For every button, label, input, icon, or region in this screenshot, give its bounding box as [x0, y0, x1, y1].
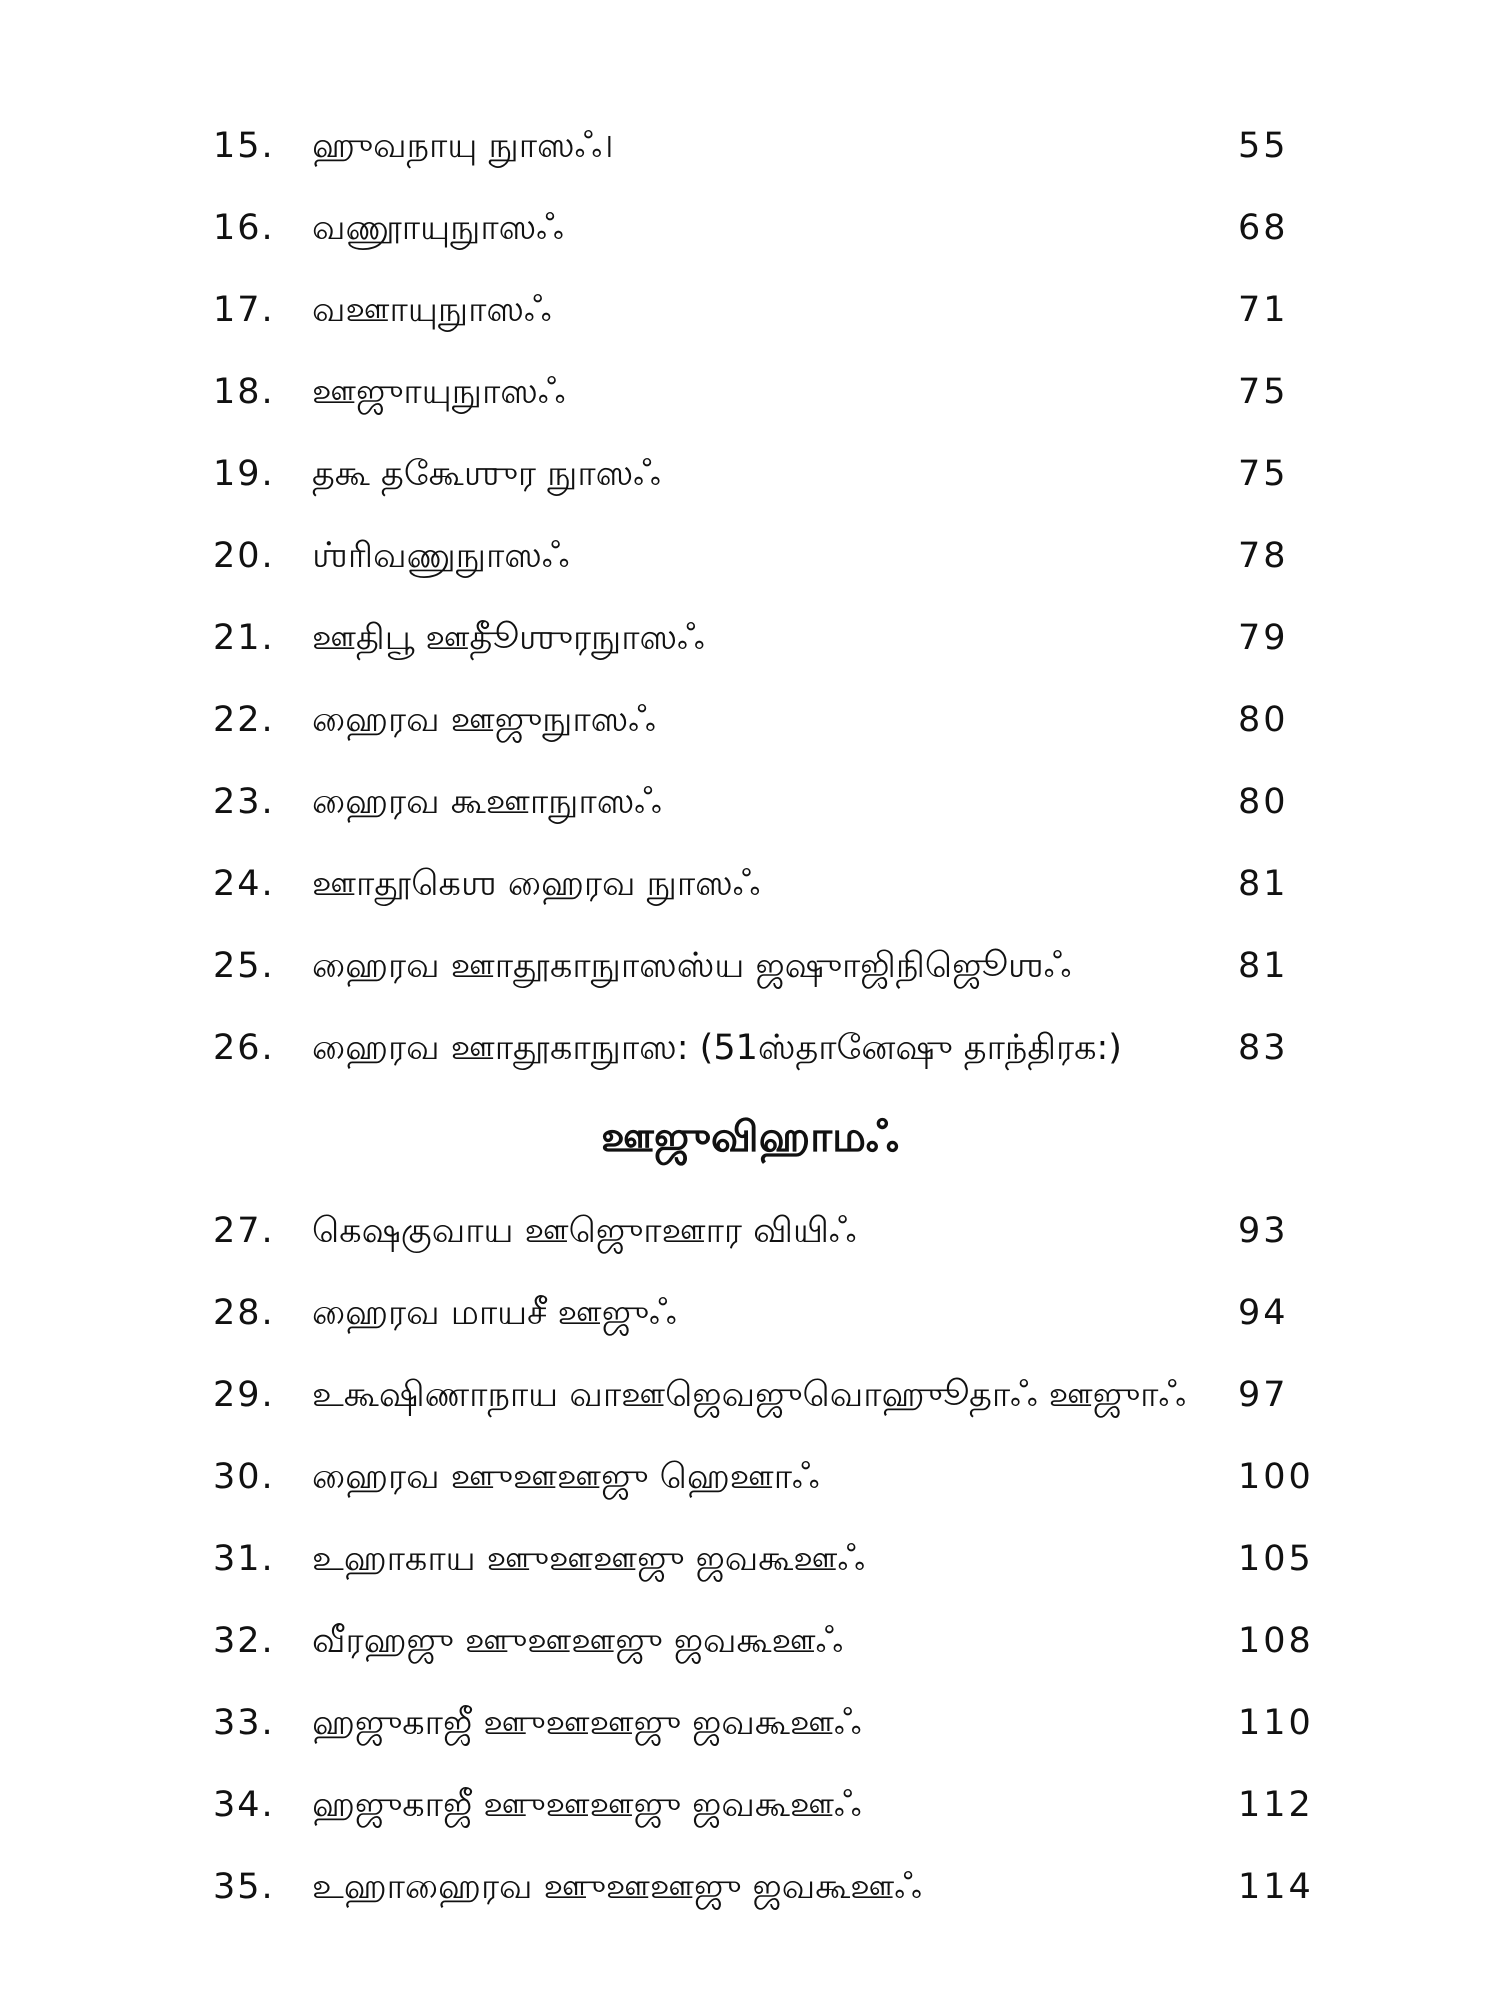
entry-number: 24.	[213, 864, 275, 904]
entry-number: 19.	[213, 454, 275, 494]
entry-page-number: 68	[1238, 208, 1289, 248]
entry-page-number: 100	[1238, 1457, 1314, 1497]
entry-number: 30.	[213, 1457, 275, 1497]
entry-number: 28.	[213, 1293, 275, 1333]
entry-page-number: 81	[1238, 946, 1289, 986]
entry-title: தகூ தகேூஶுர நுாஸஃ	[312, 454, 661, 494]
entry-title: ஹைரவ ஊாதூகாநுாஸ: (51ஸ்தானேஷு தாந்திரக:)	[312, 1028, 1122, 1068]
toc-entry	[0, 1272, 1500, 1354]
entry-page-number: 108	[1238, 1621, 1314, 1661]
entry-page-number: 79	[1238, 618, 1289, 658]
entry-number: 33.	[213, 1703, 275, 1743]
toc-entry	[0, 105, 1500, 187]
toc-entry	[0, 679, 1500, 761]
entry-title: உஹாஹைரவ ஊுஊஊஜு ஜவகூஊஃ	[312, 1867, 922, 1907]
toc-entry	[0, 1190, 1500, 1272]
entry-page-number: 110	[1238, 1703, 1314, 1743]
entry-title: ஹைரவ கூஊாநுாஸஃ	[312, 782, 662, 822]
toc-entry	[0, 1600, 1500, 1682]
entry-title: வீரஹஜு ஊுஊஊஜு ஜவகூஊஃ	[312, 1621, 844, 1661]
entry-number: 29.	[213, 1375, 275, 1415]
toc-entry	[0, 433, 1500, 515]
toc-entry	[0, 761, 1500, 843]
entry-page-number: 114	[1238, 1867, 1314, 1907]
entry-number: 18.	[213, 372, 275, 412]
entry-title: கெஷகுவாய ஊஜுொஊார வியிஃ	[312, 1211, 857, 1251]
entry-number: 17.	[213, 290, 275, 330]
toc-entry	[0, 1764, 1500, 1846]
entry-title: உகூஷிணாநாய வாஊஜெவஜுவொஹுூதாஃ ஊஜுாஃ	[312, 1375, 1186, 1415]
entry-number: 34.	[213, 1785, 275, 1825]
entry-page-number: 75	[1238, 454, 1289, 494]
toc-entry	[0, 1846, 1500, 1928]
entry-page-number: 93	[1238, 1211, 1289, 1251]
toc-entry	[0, 1682, 1500, 1764]
entry-title: ஹஜுகாஜீ ஊுஊஊஜு ஜவகூஊஃ	[312, 1703, 862, 1743]
toc-entry	[0, 597, 1500, 679]
entry-title: ஊதிபூ ஊதீூஶுரநுாஸஃ	[312, 618, 705, 658]
entry-title: ஹைரவ ஊுஊஊஜு ஹெஊாஃ	[312, 1457, 820, 1497]
entry-page-number: 94	[1238, 1293, 1289, 1333]
entry-title: ஹைரவ ஊஜுநுாஸஃ	[312, 700, 656, 740]
entry-number: 26.	[213, 1028, 275, 1068]
toc-entry	[0, 515, 1500, 597]
entry-title: வஊாயுநுாஸஃ	[312, 290, 552, 330]
entry-page-number: 81	[1238, 864, 1289, 904]
entry-number: 15.	[213, 126, 275, 166]
entry-page-number: 71	[1238, 290, 1289, 330]
entry-page-number: 55	[1238, 126, 1289, 166]
entry-number: 35.	[213, 1867, 275, 1907]
entry-number: 25.	[213, 946, 275, 986]
entry-number: 20.	[213, 536, 275, 576]
entry-number: 21.	[213, 618, 275, 658]
entry-page-number: 105	[1238, 1539, 1314, 1579]
entry-title: ஹைரவ மாயசீ ஊஜுஃ	[312, 1293, 677, 1333]
entry-page-number: 83	[1238, 1028, 1289, 1068]
entry-number: 32.	[213, 1621, 275, 1661]
entry-title: உஹாகாய ஊுஊஊஜு ஜவகூஊஃ	[312, 1539, 865, 1579]
entry-title: வணூாயுநுாஸஃ	[312, 208, 564, 248]
entry-page-number: 75	[1238, 372, 1289, 412]
toc-entry	[0, 843, 1500, 925]
toc-entry	[0, 1007, 1500, 1089]
toc-entry	[0, 351, 1500, 433]
entry-page-number: 97	[1238, 1375, 1289, 1415]
entry-page-number: 112	[1238, 1785, 1314, 1825]
toc-entry	[0, 1436, 1500, 1518]
entry-title: ஹஜுகாஜீ ஊுஊஊஜு ஜவகூஊஃ	[312, 1785, 862, 1825]
toc-entry	[0, 1518, 1500, 1600]
entry-number: 23.	[213, 782, 275, 822]
entry-number: 27.	[213, 1211, 275, 1251]
entry-page-number: 78	[1238, 536, 1289, 576]
entry-title: ஹைரவ ஊாதூகாநுாஸஸ்ய ஜஷுாஜிநிஜெூஶஃ	[312, 946, 1072, 986]
toc-entry	[0, 1354, 1500, 1436]
entry-page-number: 80	[1238, 782, 1289, 822]
entry-page-number: 80	[1238, 700, 1289, 740]
toc-entry	[0, 187, 1500, 269]
entry-number: 31.	[213, 1539, 275, 1579]
entry-title: ஊஜுாயுநுாஸஃ	[312, 372, 566, 412]
section-heading: ஊஜுவிஹாமஃ	[601, 1112, 899, 1161]
entry-number: 16.	[213, 208, 275, 248]
entry-title: ஶ்ரிவணுநுாஸஃ	[312, 536, 570, 576]
toc-entry	[0, 269, 1500, 351]
entry-title: ஊாதூகெஶ ஹைரவ நுாஸஃ	[312, 864, 761, 904]
toc-entry	[0, 925, 1500, 1007]
entry-title: ஹுவநாயு நுாஸஃ।	[312, 126, 614, 166]
entry-number: 22.	[213, 700, 275, 740]
